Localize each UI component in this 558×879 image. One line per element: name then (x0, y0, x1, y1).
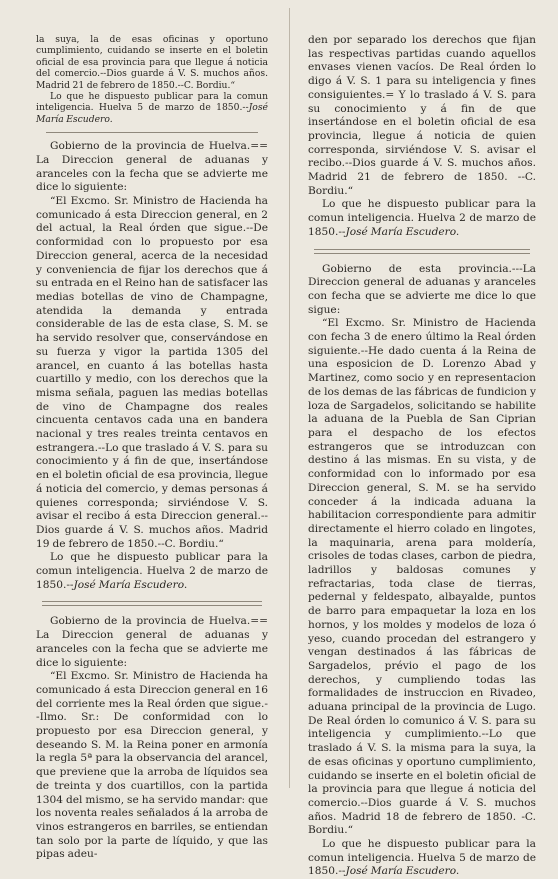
signature: José María Escudero. (73, 578, 188, 591)
notice-body: “El Excmo. Sr. Ministro de Hacienda ha comunicado á esta Direccion general, en 2 del actual, la Real órden que sigue.--De conformidad con lo propuesto por esa Direccion general, acerca de la necesidad y conveniencia de fijar los derechos que á su entrada en el Reino han de satisfacer las medias botellas de vino de Champagne, atendida la demanda y entrada considerable de las de esta clase, S. M. se ha servido resolver que, conservándose en su fuerza y vigor la partida 1305 del arancel, en cuanto á las botellas hasta cuartillo y medio, con los derechos que la misma señala, paguen las medias botellas de vino de Champagne dos reales cincuenta centavos cada una en bandera nacional y tres reales treinta centavos en estrangera.--Lo que traslado á V. S. para su conocimiento y á fin de que, insertándose en el boletin oficial de esa provincia, llegue á noticia del comercio, y demas personas á quienes corresponda; sirviéndose V. S. avisar el recibo á esta Direccion general.--Dios guarde á V. S. muchos años. Madrid 19 de febrero de 1850.--C. Bordiu.“ (36, 195, 268, 550)
separator-rule (42, 601, 262, 606)
notice-body: “El Excmo. Sr. Ministro de Hacienda con fecha 3 de enero último la Real órden siguiente.--He dado cuenta á la Reina de una esposicion de D. Lorenzo Abad y Martinez, como socio y en representacion de los demas de las fábricas de fundicion y loza de Sargadelos, solicitando se habilite la aduana de la Puebla de San Ciprian para el despacho de los efectos estrangeros que se introduzcan con destino á las mismas. En su vista, y de conformidad con lo informado por esa Direccion general, S. M. se ha servido conceder á la indicada aduana la habilitacion correspondiente para admitir directamente el hierro colado en lingotes, la maquinaria, arena para moldería, crisoles de todas clases, carbon de piedra, ladrillos y baldosas comunes y refractarias, toda clase de tierras, pedernal y feldespato, albayalde, puntos de barro para empaquetar la loza en los hornos, y los moldes y modelos de loza ó yeso, cuando procedan del estrangero y vengan destinados á las fábricas de Sargadelos, prévio el pago de los derechos, y cumpliendo todas las formalidades de instruccion en Rivadeo, aduana principal de la provincia de Lugo. De Real órden lo comunico á V. S. para su inteligencia y cumplimiento.--Lo que traslado á V. S. la misma para la suya, la de esas oficinas y oportuno cumplimiento, cuidando se inserte en el boletin oficial de la provincia para que llegue á noticia del comercio.--Dios guarde á V. S. muchos años. Madrid 18 de febrero de 1850. -C. Bordiu.“ (308, 317, 536, 837)
signature: José María Escudero. (36, 102, 268, 125)
right-column (308, 34, 536, 879)
continued-text: den por separado los derechos que fijan las respectivas partidas cuando aquellos envases vienen vacíos. De Real órden lo digo á V. S. 1 para su inteligencia y fines consiguientes.= Y lo traslado á V. S. para su conocimiento y á fin de que insertándose en el boletin oficial de esa provincia, llegue á noticia de quien corresponda, sirviéndose V. S. avisar el recibo.--Dios guarde á V. S. muchos años. Madrid 21 de febrero de 1850. --C. Bordiu.“ (308, 34, 536, 197)
signature: José María Escudero. (345, 865, 460, 878)
column-divider (289, 8, 290, 788)
closing-line: Lo que he dispuesto publicar para la comun inteligencia. Huelva 2 de marzo de 1850.--José María Escudero. (308, 198, 536, 238)
separator-rule (46, 132, 258, 133)
notice-heading: Gobierno de la provincia de Huelva.== La Direccion general de aduanas y aranceles con la fecha que se advierte me dice lo siguiente: (36, 140, 268, 194)
closing-line: Lo que he dispuesto publicar para la comun inteligencia. Huelva 5 de marzo de 1850.--José María Escudero. (308, 838, 536, 878)
continued-text: la suya, la de esas oficinas y oportuno cumplimiento, cuidando se inserte en el boletin oficial de esa provincia para que llegue á noticia del comercio.--Dios guarde á V. S. muchos años. Madrid 21 de febrero de 1850.--C. Bordiu.“ (36, 34, 268, 91)
separator-rule (314, 249, 530, 254)
closing-line: Lo que he dispuesto publicar para la comun inteligencia. Huelva 5 de marzo de 1850.--José María Escudero. (36, 91, 268, 125)
signature: José María Escudero. (345, 225, 460, 238)
notice-body: “El Excmo. Sr. Ministro de Hacienda ha comunicado á esta Direccion general en 16 del corriente mes la Real órden que sigue.--Ilmo. Sr.: De conformidad con lo propuesto por esa Direccion general, y deseando S. M. la Reina poner en armonía la regla 5ª para la observancia del arancel, que previene que la arroba de líquidos sea de treinta y dos cuartillos, con la partida 1304 del mismo, se ha servido mandar: que los noventa reales señalados á la arroba de vinos estrangeros en barriles, se entiendan tan solo por la parte de líquido, y que las pipas adeu- (36, 670, 268, 861)
notice-heading: Gobierno de esta provincia.---La Direccion general de aduanas y aranceles con fecha que se advierte me dice lo que sigue: (308, 262, 536, 316)
closing-line: Lo que he dispuesto publicar para la comun inteligencia. Huelva 2 de marzo de 1850.--José María Escudero. (36, 551, 268, 591)
notice-heading: Gobierno de la provincia de Huelva.== La Direccion general de aduanas y aranceles con la fecha que se advierte me dice lo siguiente: (36, 615, 268, 669)
left-column (36, 34, 268, 862)
